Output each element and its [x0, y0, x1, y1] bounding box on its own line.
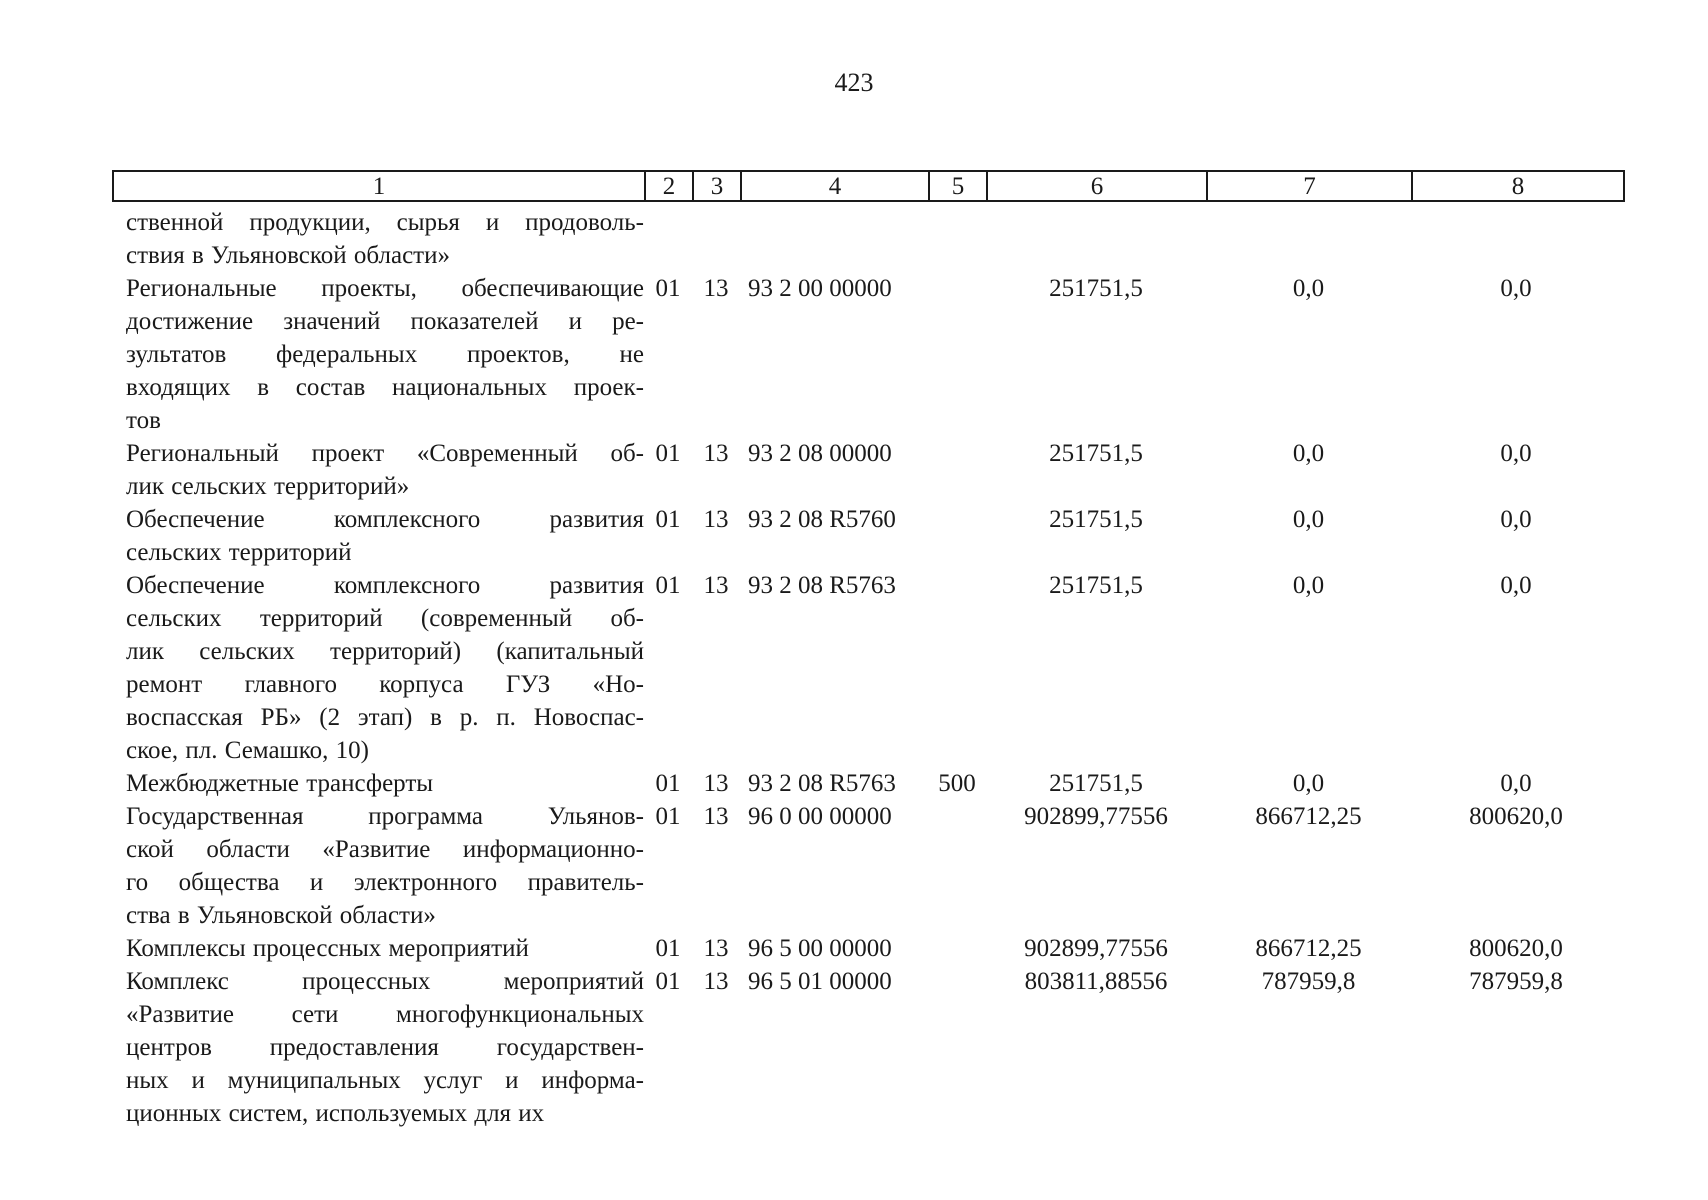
table-row: [112, 800, 1625, 932]
amount-col-7: 866712,25: [1255, 803, 1362, 830]
amount-col-8: 800620,0: [1469, 803, 1563, 830]
description-line: ства в Ульяновской области»: [126, 902, 436, 929]
description-line: Государственная программа Ульянов-: [126, 803, 644, 830]
table-row: [112, 272, 1625, 437]
header-col-2: 2: [644, 172, 692, 200]
target-article-code: 93 2 08 00000: [748, 440, 892, 467]
row-description: [112, 206, 644, 272]
description-line: ционных систем, используемых для их: [126, 1100, 545, 1127]
description-line: ствия в Ульяновской области»: [126, 242, 450, 269]
description-line: зультатов федеральных проектов, не: [126, 341, 644, 368]
header-col-4: 4: [740, 172, 928, 200]
row-description: [112, 272, 644, 437]
subsection-code: 13: [703, 770, 729, 797]
table-header: [112, 170, 1625, 202]
description-line: Обеспечение комплексного развития: [126, 506, 644, 533]
amount-col-6: 902899,77556: [1024, 803, 1168, 830]
description-line: ской области «Развитие информационно-: [126, 836, 644, 863]
description-line: ных и муниципальных услуг и информа-: [126, 1067, 644, 1094]
section-code: 01: [655, 275, 681, 302]
amount-col-8: 0,0: [1500, 770, 1532, 797]
table-row: [112, 206, 1625, 272]
row-description: [112, 767, 644, 800]
amount-col-8: 800620,0: [1469, 935, 1563, 962]
row-description: [112, 437, 644, 503]
target-article-code: 93 2 00 00000: [748, 275, 892, 302]
description-line: лик сельских территорий) (капитальный: [126, 638, 644, 665]
description-line: Региональный проект «Современный об-: [126, 440, 644, 467]
amount-col-7: 0,0: [1292, 506, 1325, 533]
description-line: Комплексы процессных мероприятий: [126, 935, 529, 962]
description-line: ское, пл. Семашко, 10): [126, 737, 370, 764]
description-line: тов: [126, 407, 161, 434]
amount-col-6: 251751,5: [1049, 440, 1143, 467]
description-line: Обеспечение комплексного развития: [126, 572, 644, 599]
subsection-code: 13: [703, 572, 729, 599]
amount-col-8: 0,0: [1500, 275, 1532, 302]
row-description: [112, 569, 644, 767]
description-line: сельских территорий: [126, 539, 352, 566]
subsection-code: 13: [703, 803, 729, 830]
header-col-1: 1: [372, 173, 386, 200]
description-line: ремонт главного корпуса ГУЗ «Но-: [126, 671, 644, 698]
subsection-code: 13: [703, 968, 729, 995]
section-code: 01: [655, 803, 681, 830]
header-col-6: 6: [986, 172, 1206, 200]
target-article-code: 93 2 08 R5763: [748, 770, 896, 797]
description-line: Региональные проекты, обеспечивающие: [126, 275, 644, 302]
row-description: [112, 932, 644, 965]
header-col-7: 7: [1206, 172, 1411, 200]
target-article-code: 93 2 08 R5763: [748, 572, 896, 599]
description-line: Межбюджетные трансферты: [126, 770, 434, 797]
subsection-code: 13: [703, 440, 729, 467]
target-article-code: 96 5 00 00000: [748, 935, 892, 962]
section-code: 01: [655, 968, 681, 995]
table-row: [112, 503, 1625, 569]
row-description: [112, 503, 644, 569]
table-row: [112, 437, 1625, 503]
header-col-8: 8: [1411, 172, 1623, 200]
row-description: [112, 965, 644, 1130]
target-article-code: 93 2 08 R5760: [748, 506, 896, 533]
table-row: [112, 569, 1625, 767]
amount-col-7: 0,0: [1292, 440, 1325, 467]
target-article-code: 96 0 00 00000: [748, 803, 892, 830]
amount-col-7: 0,0: [1292, 275, 1325, 302]
description-line: центров предоставления государствен-: [126, 1034, 644, 1061]
amount-col-6: 902899,77556: [1024, 935, 1168, 962]
section-code: 01: [655, 935, 681, 962]
amount-col-6: 803811,88556: [1024, 968, 1168, 995]
description-line: достижение значений показателей и ре-: [126, 308, 644, 335]
expense-type-code: 500: [938, 770, 976, 797]
amount-col-7: 787959,8: [1261, 968, 1356, 995]
table-row: [112, 965, 1625, 1130]
section-code: 01: [655, 572, 681, 599]
amount-col-6: 251751,5: [1049, 572, 1143, 599]
description-line: ственной продукции, сырья и продоволь-: [126, 209, 644, 236]
description-line: воспасская РБ» (2 этап) в р. п. Новоспас-: [126, 704, 644, 731]
subsection-code: 13: [703, 506, 729, 533]
description-line: Комплекс процессных мероприятий: [126, 968, 644, 995]
amount-col-8: 787959,8: [1469, 968, 1563, 995]
description-line: лик сельских территорий»: [126, 473, 410, 500]
description-line: входящих в состав национальных проек-: [126, 374, 644, 401]
amount-col-6: 251751,5: [1049, 770, 1143, 797]
target-article-code: 96 5 01 00000: [748, 968, 892, 995]
amount-col-7: 866712,25: [1255, 935, 1362, 962]
table-row: [112, 767, 1625, 800]
subsection-code: 13: [703, 275, 729, 302]
section-code: 01: [655, 506, 681, 533]
description-line: сельских территорий (современный об-: [126, 605, 644, 632]
table-row: [112, 932, 1625, 965]
description-line: «Развитие сети многофункциональных: [126, 1001, 644, 1028]
amount-col-8: 0,0: [1500, 506, 1532, 533]
amount-col-6: 251751,5: [1049, 275, 1143, 302]
section-code: 01: [655, 770, 681, 797]
amount-col-8: 0,0: [1500, 440, 1532, 467]
subsection-code: 13: [703, 935, 729, 962]
table-body: [112, 206, 1625, 1130]
row-description: [112, 800, 644, 932]
amount-col-7: 0,0: [1292, 572, 1325, 599]
header-col-3: 3: [692, 172, 740, 200]
header-col-5: 5: [928, 172, 986, 200]
amount-col-7: 0,0: [1292, 770, 1325, 797]
amount-col-6: 251751,5: [1049, 506, 1143, 533]
section-code: 01: [655, 440, 681, 467]
amount-col-8: 0,0: [1500, 572, 1532, 599]
description-line: го общества и электронного правитель-: [126, 869, 644, 896]
page-number: 423: [834, 68, 874, 97]
